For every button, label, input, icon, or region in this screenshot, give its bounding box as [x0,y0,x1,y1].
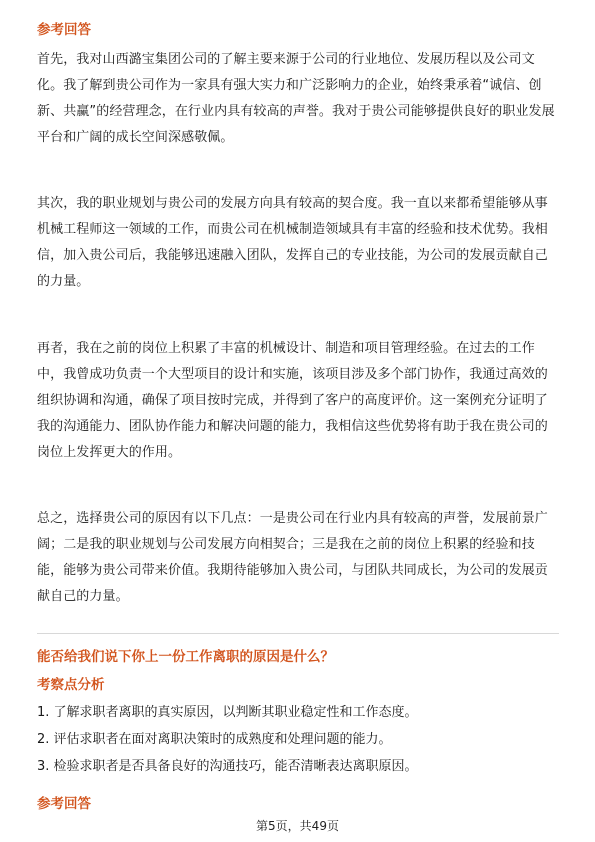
reference-answer-heading-2: 参考回答 [37,796,91,812]
question-title: 能否给我们说下你上一份工作离职的原因是什么？ [37,649,334,665]
page-number: 第5页，共49页 [256,819,339,833]
answer-paragraph-4: 总之，选择贵公司的原因有以下几点：一是贵公司在行业内具有较高的声誉，发展前景广阔；二是我的职业规划与公司发展方向相契合；三是我在之前的岗位上积累的经验和技能，能够为贵公司带来价值。我期待能够加入贵公司，与团队共同成长，为公司的发展贡献自己的力量。 [37,511,548,604]
reference-answer-heading: 参考回答 [37,22,91,38]
section-divider [37,633,559,634]
analysis-item: 2. 评估求职者在面对离职决策时的成熟度和处理问题的能力。 [37,732,392,747]
analysis-heading: 考察点分析 [37,677,105,693]
analysis-list [37,704,559,785]
answer-paragraph-2: 其次，我的职业规划与贵公司的发展方向具有较高的契合度。我一直以来都希望能够从事机械工程师这一领域的工作，而贵公司在机械制造领域具有丰富的经验和技术优势。我相信，加入贵公司后，我能够迅速融入团队，发挥自己的专业技能，为公司的发展贡献自己的力量。 [37,196,548,289]
answer-paragraph-1: 首先，我对山西潞宝集团公司的了解主要来源于公司的行业地位、发展历程以及公司文化。我了解到贵公司作为一家具有强大实力和广泛影响力的企业，始终秉承着“诚信、创新、共赢”的经营理念，在行业内具有较高的声誉。我对于贵公司能够提供良好的职业发展平台和广阔的成长空间深感敬佩。 [37,52,555,145]
analysis-item: 3. 检验求职者是否具备良好的沟通技巧，能否清晰表达离职原因。 [37,759,418,774]
analysis-item: 1. 了解求职者离职的真实原因，以判断其职业稳定性和工作态度。 [37,705,418,720]
answer-paragraph-3: 再者，我在之前的岗位上积累了丰富的机械设计、制造和项目管理经验。在过去的工作中，我曾成功负责一个大型项目的设计和实施，该项目涉及多个部门协作，我通过高效的组织协调和沟通，确保了项目按时完成，并得到了客户的高度评价。这一案例充分证明了我的沟通能力、团队协作能力和解决问题的能力，我相信这些优势将有助于我在贵公司的岗位上发挥更大的作用。 [37,341,548,460]
